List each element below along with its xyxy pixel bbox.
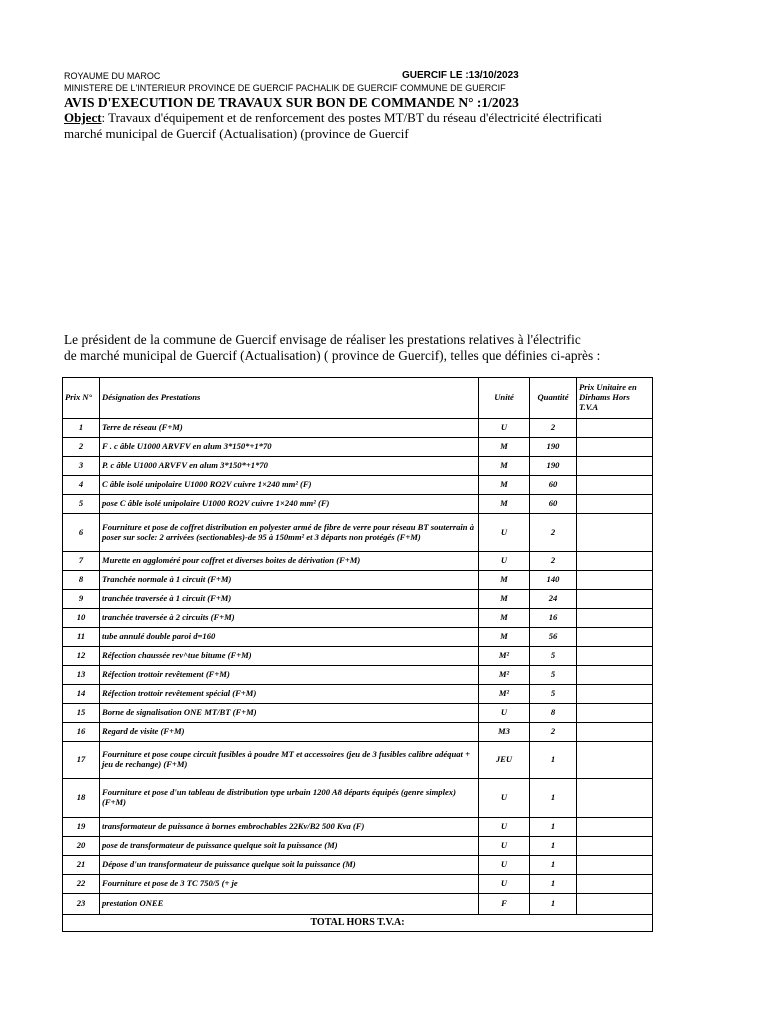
row-unit: M [479, 609, 530, 628]
table-row [63, 856, 653, 875]
row-designation: pose de transformateur de puissance quelque soit la puissance (M) [100, 837, 479, 856]
header-price: Prix Unitaire en Dirhams Hors T.V.A [577, 378, 653, 419]
row-num: 10 [63, 609, 100, 628]
row-unit: M² [479, 647, 530, 666]
row-qty: 1 [530, 779, 577, 818]
row-unit: M [479, 590, 530, 609]
row-num: 3 [63, 457, 100, 476]
row-unit: M [479, 571, 530, 590]
row-num: 13 [63, 666, 100, 685]
row-unit: U [479, 552, 530, 571]
table-header-row [63, 378, 653, 419]
row-price [577, 552, 653, 571]
prestations-table [62, 377, 653, 932]
row-qty: 5 [530, 685, 577, 704]
table-row [63, 818, 653, 837]
row-designation: C âble isolé unipolaire U1000 RO2V cuivre 1×240 mm² (F) [100, 476, 479, 495]
row-num: 9 [63, 590, 100, 609]
row-price [577, 609, 653, 628]
row-num: 12 [63, 647, 100, 666]
row-price [577, 723, 653, 742]
table-body [63, 419, 653, 915]
row-designation: tube annulé double paroi d=160 [100, 628, 479, 647]
table-row [63, 666, 653, 685]
row-num: 22 [63, 875, 100, 894]
object-line-1 [64, 110, 602, 126]
row-designation: Tranchée normale à 1 circuit (F+M) [100, 571, 479, 590]
row-designation: F . c âble U1000 ARVFV en alum 3*150*+1*70 [100, 438, 479, 457]
row-unit: M² [479, 685, 530, 704]
row-price [577, 856, 653, 875]
row-qty: 1 [530, 894, 577, 915]
table-row [63, 590, 653, 609]
row-price [577, 419, 653, 438]
row-unit: M [479, 457, 530, 476]
row-designation: tranchée traversée à 1 circuit (F+M) [100, 590, 479, 609]
row-unit: U [479, 704, 530, 723]
total-row [63, 915, 653, 932]
table-row [63, 685, 653, 704]
table-row [63, 438, 653, 457]
table-row [63, 419, 653, 438]
row-qty: 1 [530, 818, 577, 837]
row-num: 20 [63, 837, 100, 856]
row-unit: U [479, 837, 530, 856]
row-num: 2 [63, 438, 100, 457]
row-designation: Réfection trottoir revêtement spécial (F+M) [100, 685, 479, 704]
object-text-2: marché municipal de Guercif (Actualisation) (province de Guercif [64, 126, 409, 141]
row-num: 4 [63, 476, 100, 495]
row-unit: M [479, 438, 530, 457]
row-qty: 8 [530, 704, 577, 723]
row-price [577, 571, 653, 590]
row-num: 18 [63, 779, 100, 818]
row-qty: 1 [530, 875, 577, 894]
row-unit: U [479, 856, 530, 875]
row-price [577, 628, 653, 647]
row-num: 8 [63, 571, 100, 590]
row-price [577, 742, 653, 779]
row-qty: 1 [530, 742, 577, 779]
row-price [577, 894, 653, 915]
row-num: 1 [63, 419, 100, 438]
row-price [577, 495, 653, 514]
intro-line-2: de marché municipal de Guercif (Actualisation) ( province de Guercif), telles que définies ci-après : [64, 348, 601, 363]
row-unit: M [479, 495, 530, 514]
row-num: 17 [63, 742, 100, 779]
row-designation: Fourniture et pose de 3 TC 750/5 (+ je [100, 875, 479, 894]
row-designation: Fourniture et pose coupe circuit fusibles à poudre MT et accessoires (jeu de 3 fusibles calibre adéquat + jeu de rechange) (F+M) [100, 742, 479, 779]
row-qty: 2 [530, 419, 577, 438]
row-price [577, 457, 653, 476]
row-qty: 60 [530, 495, 577, 514]
row-unit: U [479, 875, 530, 894]
row-designation: Regard de visite (F+M) [100, 723, 479, 742]
row-qty: 2 [530, 723, 577, 742]
row-qty: 24 [530, 590, 577, 609]
row-num: 6 [63, 514, 100, 552]
row-price [577, 837, 653, 856]
header-num: Prix N° [63, 378, 100, 419]
row-num: 21 [63, 856, 100, 875]
row-qty: 16 [530, 609, 577, 628]
row-unit: JEU [479, 742, 530, 779]
row-price [577, 514, 653, 552]
row-unit: U [479, 514, 530, 552]
header-designation: Désignation des Prestations [100, 378, 479, 419]
row-num: 14 [63, 685, 100, 704]
row-designation: pose C âble isolé unipolaire U1000 RO2V cuivre 1×240 mm² (F) [100, 495, 479, 514]
table-row [63, 571, 653, 590]
row-price [577, 685, 653, 704]
row-designation: Fourniture et pose d'un tableau de distribution type urbain 1200 A8 départs équipés (genre simplex) (F+M) [100, 779, 479, 818]
row-price [577, 779, 653, 818]
row-designation: P. c âble U1000 ARVFV en alum 3*150*+1*70 [100, 457, 479, 476]
row-designation: tranchée traversée à 2 circuits (F+M) [100, 609, 479, 628]
row-price [577, 666, 653, 685]
table-row [63, 779, 653, 818]
row-designation: prestation ONEE [100, 894, 479, 915]
row-designation: Murette en aggloméré pour coffret et diverses boites de dérivation (F+M) [100, 552, 479, 571]
table-row [63, 704, 653, 723]
row-unit: U [479, 818, 530, 837]
row-qty: 140 [530, 571, 577, 590]
row-unit: M [479, 628, 530, 647]
row-num: 7 [63, 552, 100, 571]
intro-line-1: Le président de la commune de Guercif envisage de réaliser les prestations relatives à l'électrific [64, 332, 581, 347]
table-row [63, 514, 653, 552]
row-qty: 2 [530, 514, 577, 552]
row-unit: M3 [479, 723, 530, 742]
row-num: 23 [63, 894, 100, 915]
row-price [577, 438, 653, 457]
place-date: GUERCIF LE :13/10/2023 [402, 70, 519, 81]
header-qty: Quantité [530, 378, 577, 419]
row-num: 15 [63, 704, 100, 723]
row-designation: transformateur de puissance à bornes embrochables 22Kv/B2 500 Kva (F) [100, 818, 479, 837]
document-title: AVIS D'EXECUTION DE TRAVAUX SUR BON DE COMMANDE N° :1/2023 [64, 95, 519, 110]
row-num: 11 [63, 628, 100, 647]
table-row [63, 647, 653, 666]
table-row [63, 875, 653, 894]
row-designation: Borne de signalisation ONE MT/BT (F+M) [100, 704, 479, 723]
row-qty: 1 [530, 856, 577, 875]
row-unit: U [479, 419, 530, 438]
table-row [63, 742, 653, 779]
row-qty: 1 [530, 837, 577, 856]
table-row [63, 723, 653, 742]
table-row [63, 457, 653, 476]
row-designation: Fourniture et pose de coffret distribution en polyester armé de fibre de verre pour réseau BT souterrain à poser sur socle: 2 arrivées (sectionables)-de 95 à 150mm² et 3 départs non protégés (F+M) [100, 514, 479, 552]
kingdom-label: ROYAUME DU MAROC [64, 71, 161, 81]
table-row [63, 837, 653, 856]
row-designation: Terre de réseau (F+M) [100, 419, 479, 438]
row-price [577, 476, 653, 495]
row-qty: 190 [530, 457, 577, 476]
table-row [63, 495, 653, 514]
row-price [577, 818, 653, 837]
row-num: 16 [63, 723, 100, 742]
row-unit: U [479, 779, 530, 818]
row-designation: Réfection trottoir revêtement (F+M) [100, 666, 479, 685]
table-row [63, 628, 653, 647]
row-unit: F [479, 894, 530, 915]
row-num: 19 [63, 818, 100, 837]
ministry-line: MINISTERE DE L'INTERIEUR PROVINCE DE GUERCIF PACHALIK DE GUERCIF COMMUNE DE GUERCIF [64, 83, 506, 93]
table-row [63, 552, 653, 571]
header-unit: Unité [479, 378, 530, 419]
object-text-1: : Travaux d'équipement et de renforcement des postes MT/BT du réseau d'électricité électrificati [101, 110, 602, 125]
row-qty: 190 [530, 438, 577, 457]
row-price [577, 647, 653, 666]
row-qty: 56 [530, 628, 577, 647]
total-label: TOTAL HORS T.V.A: [63, 915, 653, 932]
row-qty: 2 [530, 552, 577, 571]
object-label: Object [64, 110, 102, 125]
row-price [577, 704, 653, 723]
row-num: 5 [63, 495, 100, 514]
row-price [577, 875, 653, 894]
row-unit: M² [479, 666, 530, 685]
row-designation: Réfection chaussée rev^tue bitume (F+M) [100, 647, 479, 666]
table-row [63, 609, 653, 628]
table-row [63, 476, 653, 495]
row-qty: 60 [530, 476, 577, 495]
row-price [577, 590, 653, 609]
row-designation: Dépose d'un transformateur de puissance quelque soit la puissance (M) [100, 856, 479, 875]
table-row [63, 894, 653, 915]
row-qty: 5 [530, 647, 577, 666]
row-qty: 5 [530, 666, 577, 685]
row-unit: M [479, 476, 530, 495]
